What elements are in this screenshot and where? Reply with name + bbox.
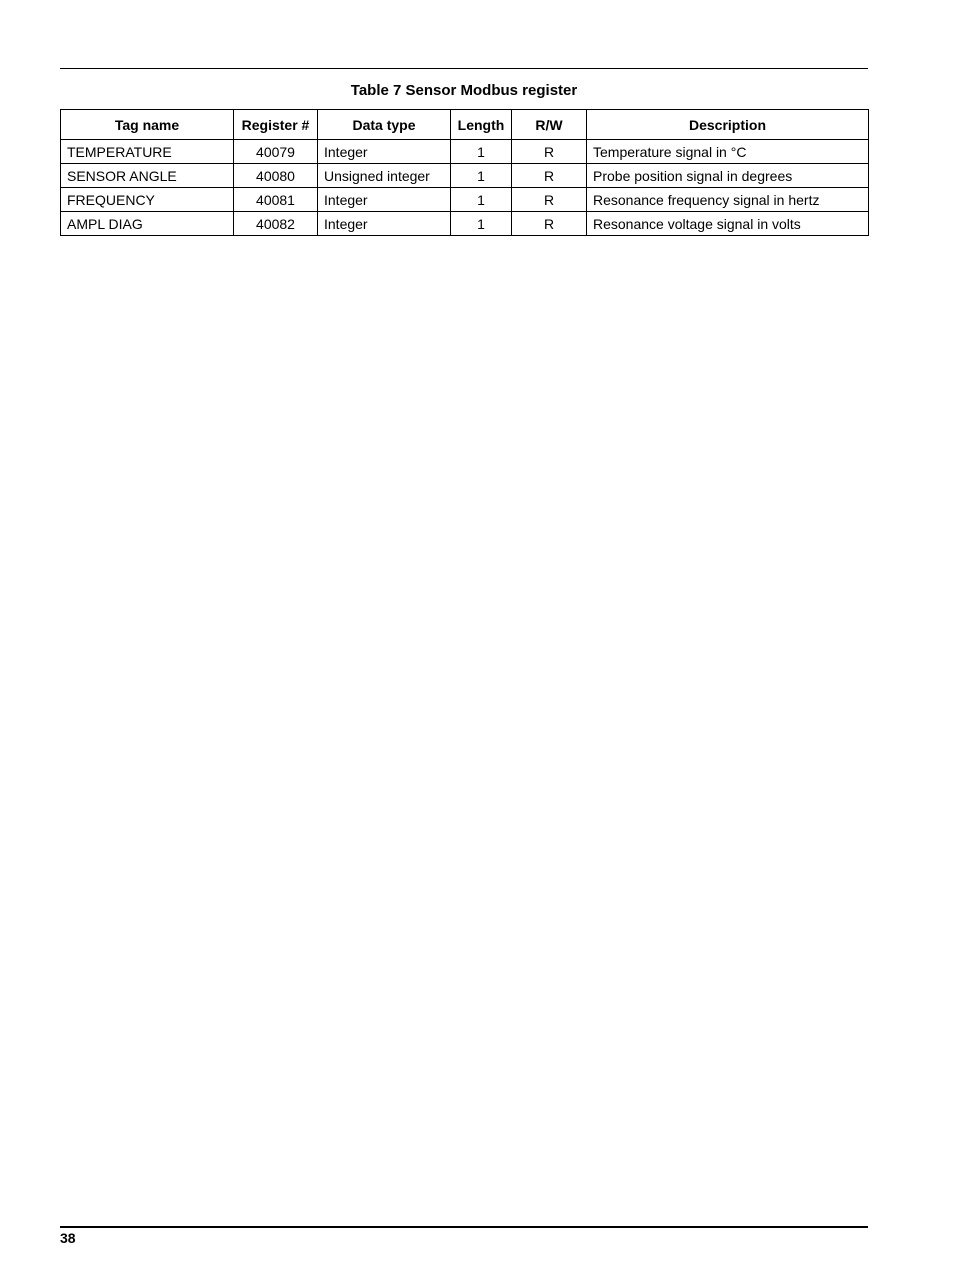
cell-data-type: Integer	[318, 140, 451, 164]
cell-tag-name: AMPL DIAG	[61, 212, 234, 236]
header-register: Register #	[234, 110, 318, 140]
header-tag-name: Tag name	[61, 110, 234, 140]
cell-rw: R	[512, 164, 587, 188]
cell-tag-name: SENSOR ANGLE	[61, 164, 234, 188]
cell-tag-name: TEMPERATURE	[61, 140, 234, 164]
cell-tag-name: FREQUENCY	[61, 188, 234, 212]
cell-description: Resonance voltage signal in volts	[587, 212, 869, 236]
cell-data-type: Unsigned integer	[318, 164, 451, 188]
sensor-modbus-register-table	[60, 109, 869, 236]
cell-data-type: Integer	[318, 188, 451, 212]
cell-register: 40081	[234, 188, 318, 212]
header-data-type: Data type	[318, 110, 451, 140]
table-caption: Table 7 Sensor Modbus register	[350, 82, 578, 99]
cell-length: 1	[451, 140, 512, 164]
cell-length: 1	[451, 188, 512, 212]
cell-rw: R	[512, 188, 587, 212]
cell-data-type: Integer	[318, 212, 451, 236]
footer-rule	[60, 1226, 868, 1228]
cell-rw: R	[512, 140, 587, 164]
table-row	[61, 212, 869, 236]
cell-description: Resonance frequency signal in hertz	[587, 188, 869, 212]
cell-register: 40082	[234, 212, 318, 236]
header-description: Description	[587, 110, 869, 140]
cell-length: 1	[451, 212, 512, 236]
cell-register: 40080	[234, 164, 318, 188]
header-rule	[60, 68, 868, 69]
page-number: 38	[60, 1230, 76, 1246]
cell-rw: R	[512, 212, 587, 236]
cell-register: 40079	[234, 140, 318, 164]
table-row	[61, 188, 869, 212]
header-length: Length	[451, 110, 512, 140]
table-header-row	[61, 110, 869, 140]
cell-length: 1	[451, 164, 512, 188]
cell-description: Probe position signal in degrees	[587, 164, 869, 188]
table-row	[61, 164, 869, 188]
table-row	[61, 140, 869, 164]
cell-description: Temperature signal in °C	[587, 140, 869, 164]
header-rw: R/W	[512, 110, 587, 140]
